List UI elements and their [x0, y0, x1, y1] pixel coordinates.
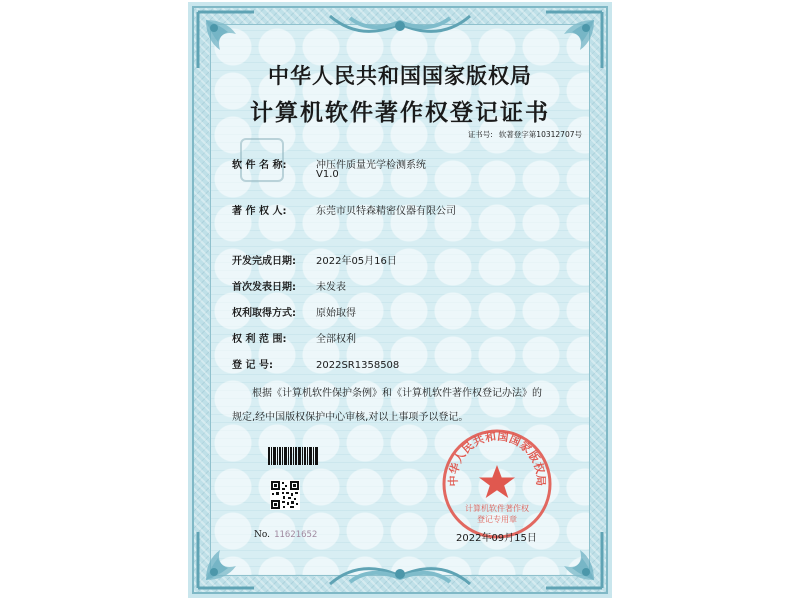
certificate-title: 计算机软件著作权登记证书	[250, 99, 550, 126]
field-value: 2022年05月16日	[316, 256, 397, 267]
statement-line: 根据《计算机软件保护条例》和《计算机软件著作权登记办法》的	[252, 388, 542, 399]
official-seal	[440, 427, 554, 541]
statement-line: 规定,经中国版权保护中心审核,对以上事项予以登记。	[232, 412, 469, 423]
field-value: 东莞市贝特森精密仪器有限公司	[316, 206, 456, 217]
serial-number-label: No.	[254, 530, 270, 540]
seal-star-icon	[479, 465, 515, 498]
issuing-authority-title: 中华人民共和国国家版权局	[268, 63, 532, 88]
top-scroll-ornament	[320, 10, 480, 44]
field-completion-date	[232, 252, 397, 267]
bottom-scroll-ornament	[320, 556, 480, 590]
serial-number-value: 11621652	[274, 530, 318, 540]
field-rights-scope	[232, 330, 356, 345]
seal-line-2: 登记专用章	[477, 515, 517, 524]
statement-paragraph	[232, 382, 572, 430]
field-copyright-owner	[232, 202, 456, 217]
field-value: 未发表	[316, 282, 346, 293]
issue-date: 2022年09月15日	[456, 533, 537, 544]
field-label: 权利取得方式:	[232, 308, 296, 319]
certificate	[188, 2, 612, 598]
field-value: 原始取得	[316, 308, 356, 319]
seal-arc-text: 中华人民共和国国家版权局	[446, 429, 548, 487]
serial-number	[254, 530, 317, 540]
seal-line-1: 计算机软件著作权	[465, 504, 529, 513]
field-label: 首次发表日期:	[232, 282, 296, 293]
certificate-number-value: 软著登字第10312707号	[498, 130, 582, 139]
field-acquisition-method	[232, 304, 356, 319]
field-value: 全部权利	[316, 334, 356, 345]
field-version: V1.0	[316, 169, 339, 180]
field-label: 权 利 范 围:	[232, 334, 287, 345]
field-value: 2022SR1358508	[316, 360, 400, 371]
field-label: 开发完成日期:	[232, 256, 296, 267]
field-label: 登 记 号:	[232, 360, 273, 371]
field-value: 冲压件质量光学检测系统	[316, 160, 426, 171]
certificate-number-label: 证书号:	[467, 130, 493, 139]
field-registration-number	[232, 356, 399, 371]
barcode	[268, 447, 318, 465]
field-software-name	[232, 156, 426, 180]
field-label: 软 件 名 称:	[232, 160, 287, 171]
field-label: 著 作 权 人:	[232, 206, 287, 217]
field-publication-date	[232, 278, 346, 293]
qr-code	[270, 480, 300, 510]
certificate-number	[468, 129, 582, 140]
